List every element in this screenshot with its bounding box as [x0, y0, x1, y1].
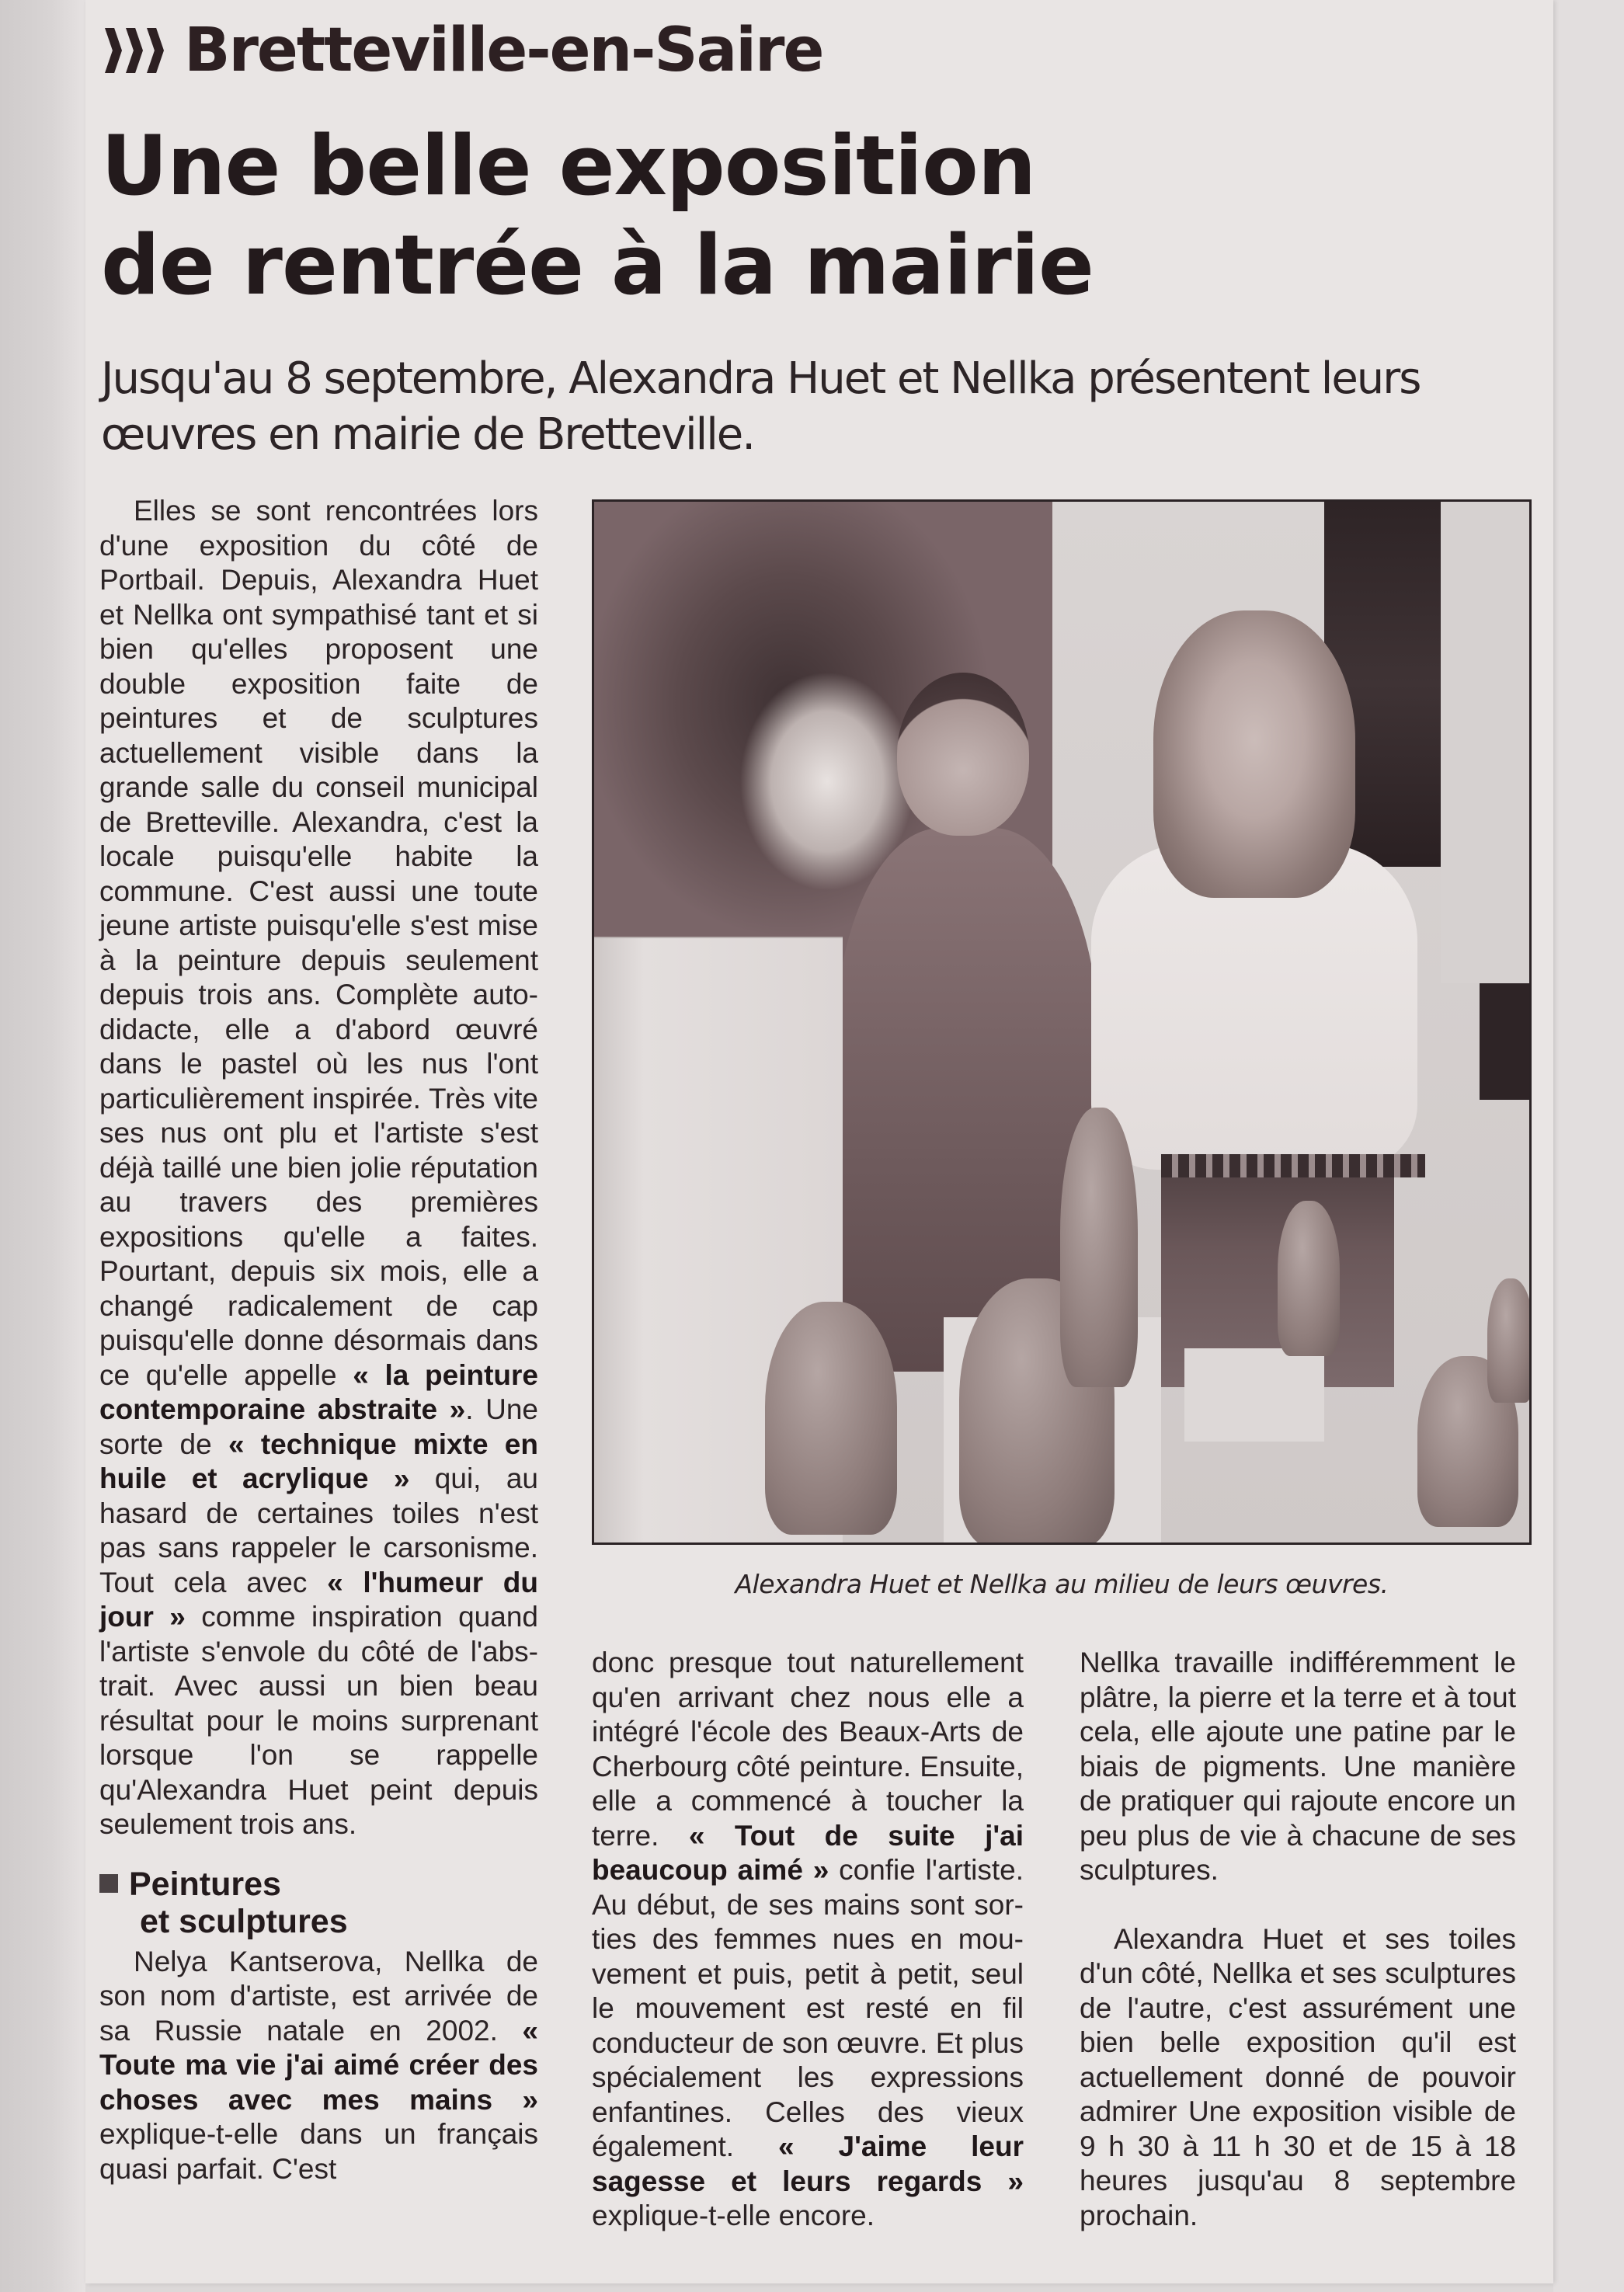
quote-bold: « l'humeur du jour »	[99, 1566, 538, 1633]
clay-sculpture	[765, 1302, 897, 1535]
paragraph-nellka-intro	[99, 1945, 538, 2187]
quote-bold: « Tout de suite j'ai beaucoup aimé »	[592, 1819, 1024, 1886]
subheading	[99, 1866, 538, 1940]
photo-caption: Alexandra Huet et Nellka au milieu de leurs œuvres.	[735, 1569, 1389, 1599]
clay-sculpture	[1487, 1278, 1532, 1403]
text-run: qui, au hasard de certaines toiles n'est pas sans rappeler le carsonisme. Tout cela avec	[99, 1462, 538, 1598]
headline-line-2: de rentrée à la mairie	[101, 217, 1094, 313]
belt	[1161, 1154, 1425, 1177]
paragraph-beaux-arts	[592, 1646, 1024, 2234]
text-run: donc presque tout naturellement qu'en arrivant chez nous elle a intégré l'école des Beaux-Arts de Cherbourg côté peinture. Ensuite, elle a commencé à toucher la terre.	[592, 1647, 1024, 1852]
quote-bold: « Toute ma vie j'ai aimé créer des choses avec mes mains »	[99, 2014, 538, 2116]
text-run: comme inspiration quand l'artiste s'envole du côté de l'abstrait. Avec aussi un bien beau résultat pour le moins surprenant lorsque l'on se rappelle qu'Alexandra Huet peint depuis seulement trois ans.	[99, 1601, 538, 1840]
subheading-line-1: Peintures	[129, 1865, 281, 1903]
standfirst-line-1: Jusqu'au 8 septembre, Alexandra Huet et Nellka présentent leurs	[101, 353, 1421, 404]
scan-background-right	[1553, 0, 1624, 2292]
kicker-text: Bretteville-en-Saire	[184, 16, 823, 85]
wall	[1441, 502, 1532, 983]
background-frame	[1480, 983, 1532, 1100]
article-column-3	[1080, 1646, 1516, 2233]
triple-chevron-icon	[105, 28, 164, 73]
headline-line-1: Une belle exposition	[101, 118, 1036, 214]
person-alexandra-huet	[1091, 610, 1417, 1387]
headline	[101, 117, 1499, 315]
subheading-line-2: et sculptures	[140, 1902, 348, 1940]
standfirst	[101, 351, 1561, 463]
article-column-1	[99, 494, 538, 2186]
quote-bold: « J'aime leur sagesse et leurs regards »	[592, 2130, 1024, 2197]
text-run: explique-t-elle dans un français quasi parfait. C'est	[99, 2118, 538, 2185]
text-run: Elles se sont rencontrées lors d'une exposition du côté de Portbail. Depuis, Alexandra Huet et Nellka ont sympathisé tant et si bien qu'elles proposent une double exposition faite de peintures et de sculptures actuellement visible dans la grande salle du conseil municipal de Bretteville. Alexandra, c'est la locale puisqu'elle habite la commune. C'est aussi une toute jeune artiste puisqu'elle s'est mise à la peinture depuis seulement depuis trois ans. Complète autodidacte, elle a d'abord œuvré dans le pastel où les nus l'ont particulièrement inspirée. Très vite ses nus ont plu et l'artiste s'est déjà taillé une bien jolie réputation au travers des premières expositions qu'elle a faites. Pourtant, depuis six mois, elle a changé radicalement de cap puisqu'elle donne désormais dans ce qu'elle appelle	[99, 495, 538, 1391]
standfirst-line-2: œuvres en mairie de Bretteville.	[101, 409, 755, 460]
clay-sculpture	[1060, 1108, 1138, 1387]
text-run: explique-t-elle encore.	[592, 2200, 875, 2231]
paragraph-materials: Nellka travaille indifféremment le plâtre, la pierre et la terre et à tout cela, elle ajoute une patine par le biais de pigments. Une manière de pratiquer qui rajoute encore un peu plus de vie à chacune de ses sculptures.	[1080, 1647, 1516, 1886]
white-pedestal	[1184, 1348, 1324, 1442]
paragraph-intro	[99, 494, 538, 1842]
text-run: Nelya Kantserova, Nellka de son nom d'artiste, est arrivée de sa Russie natale en 2002.	[99, 1945, 538, 2047]
article-photo	[592, 499, 1532, 1545]
scan-background-left	[0, 0, 85, 2292]
clay-sculpture	[1278, 1201, 1340, 1356]
article-column-2	[592, 1646, 1024, 2234]
section-kicker	[105, 16, 822, 85]
quote-bold: « la peinture contemporaine abstraite »	[99, 1358, 539, 1425]
text-run: . Une sorte de	[99, 1393, 538, 1460]
quote-bold: « technique mixte en huile et acrylique »	[99, 1428, 538, 1494]
paragraph-conclusion: Alexandra Huet et ses toiles d'un côté, Nellka et ses sculptures de l'autre, c'est assurément une bien belle exposition qu'il est actuellement donné de pouvoir admirer Une exposition visible de 9 h 30 à 11 h 30 et de 15 à 18 heures jusqu'au 8 septembre prochain.	[1080, 1922, 1516, 2231]
square-bullet-icon	[99, 1874, 118, 1893]
text-run: confie l'artiste. Au début, de ses mains sont sorties des femmes nues en mouvement et puis, petit à petit, seul le mouvement est resté en fil conducteur de son œuvre. Et plus spécialement les expressions enfantines. Celles des vieux également.	[592, 1854, 1024, 2162]
